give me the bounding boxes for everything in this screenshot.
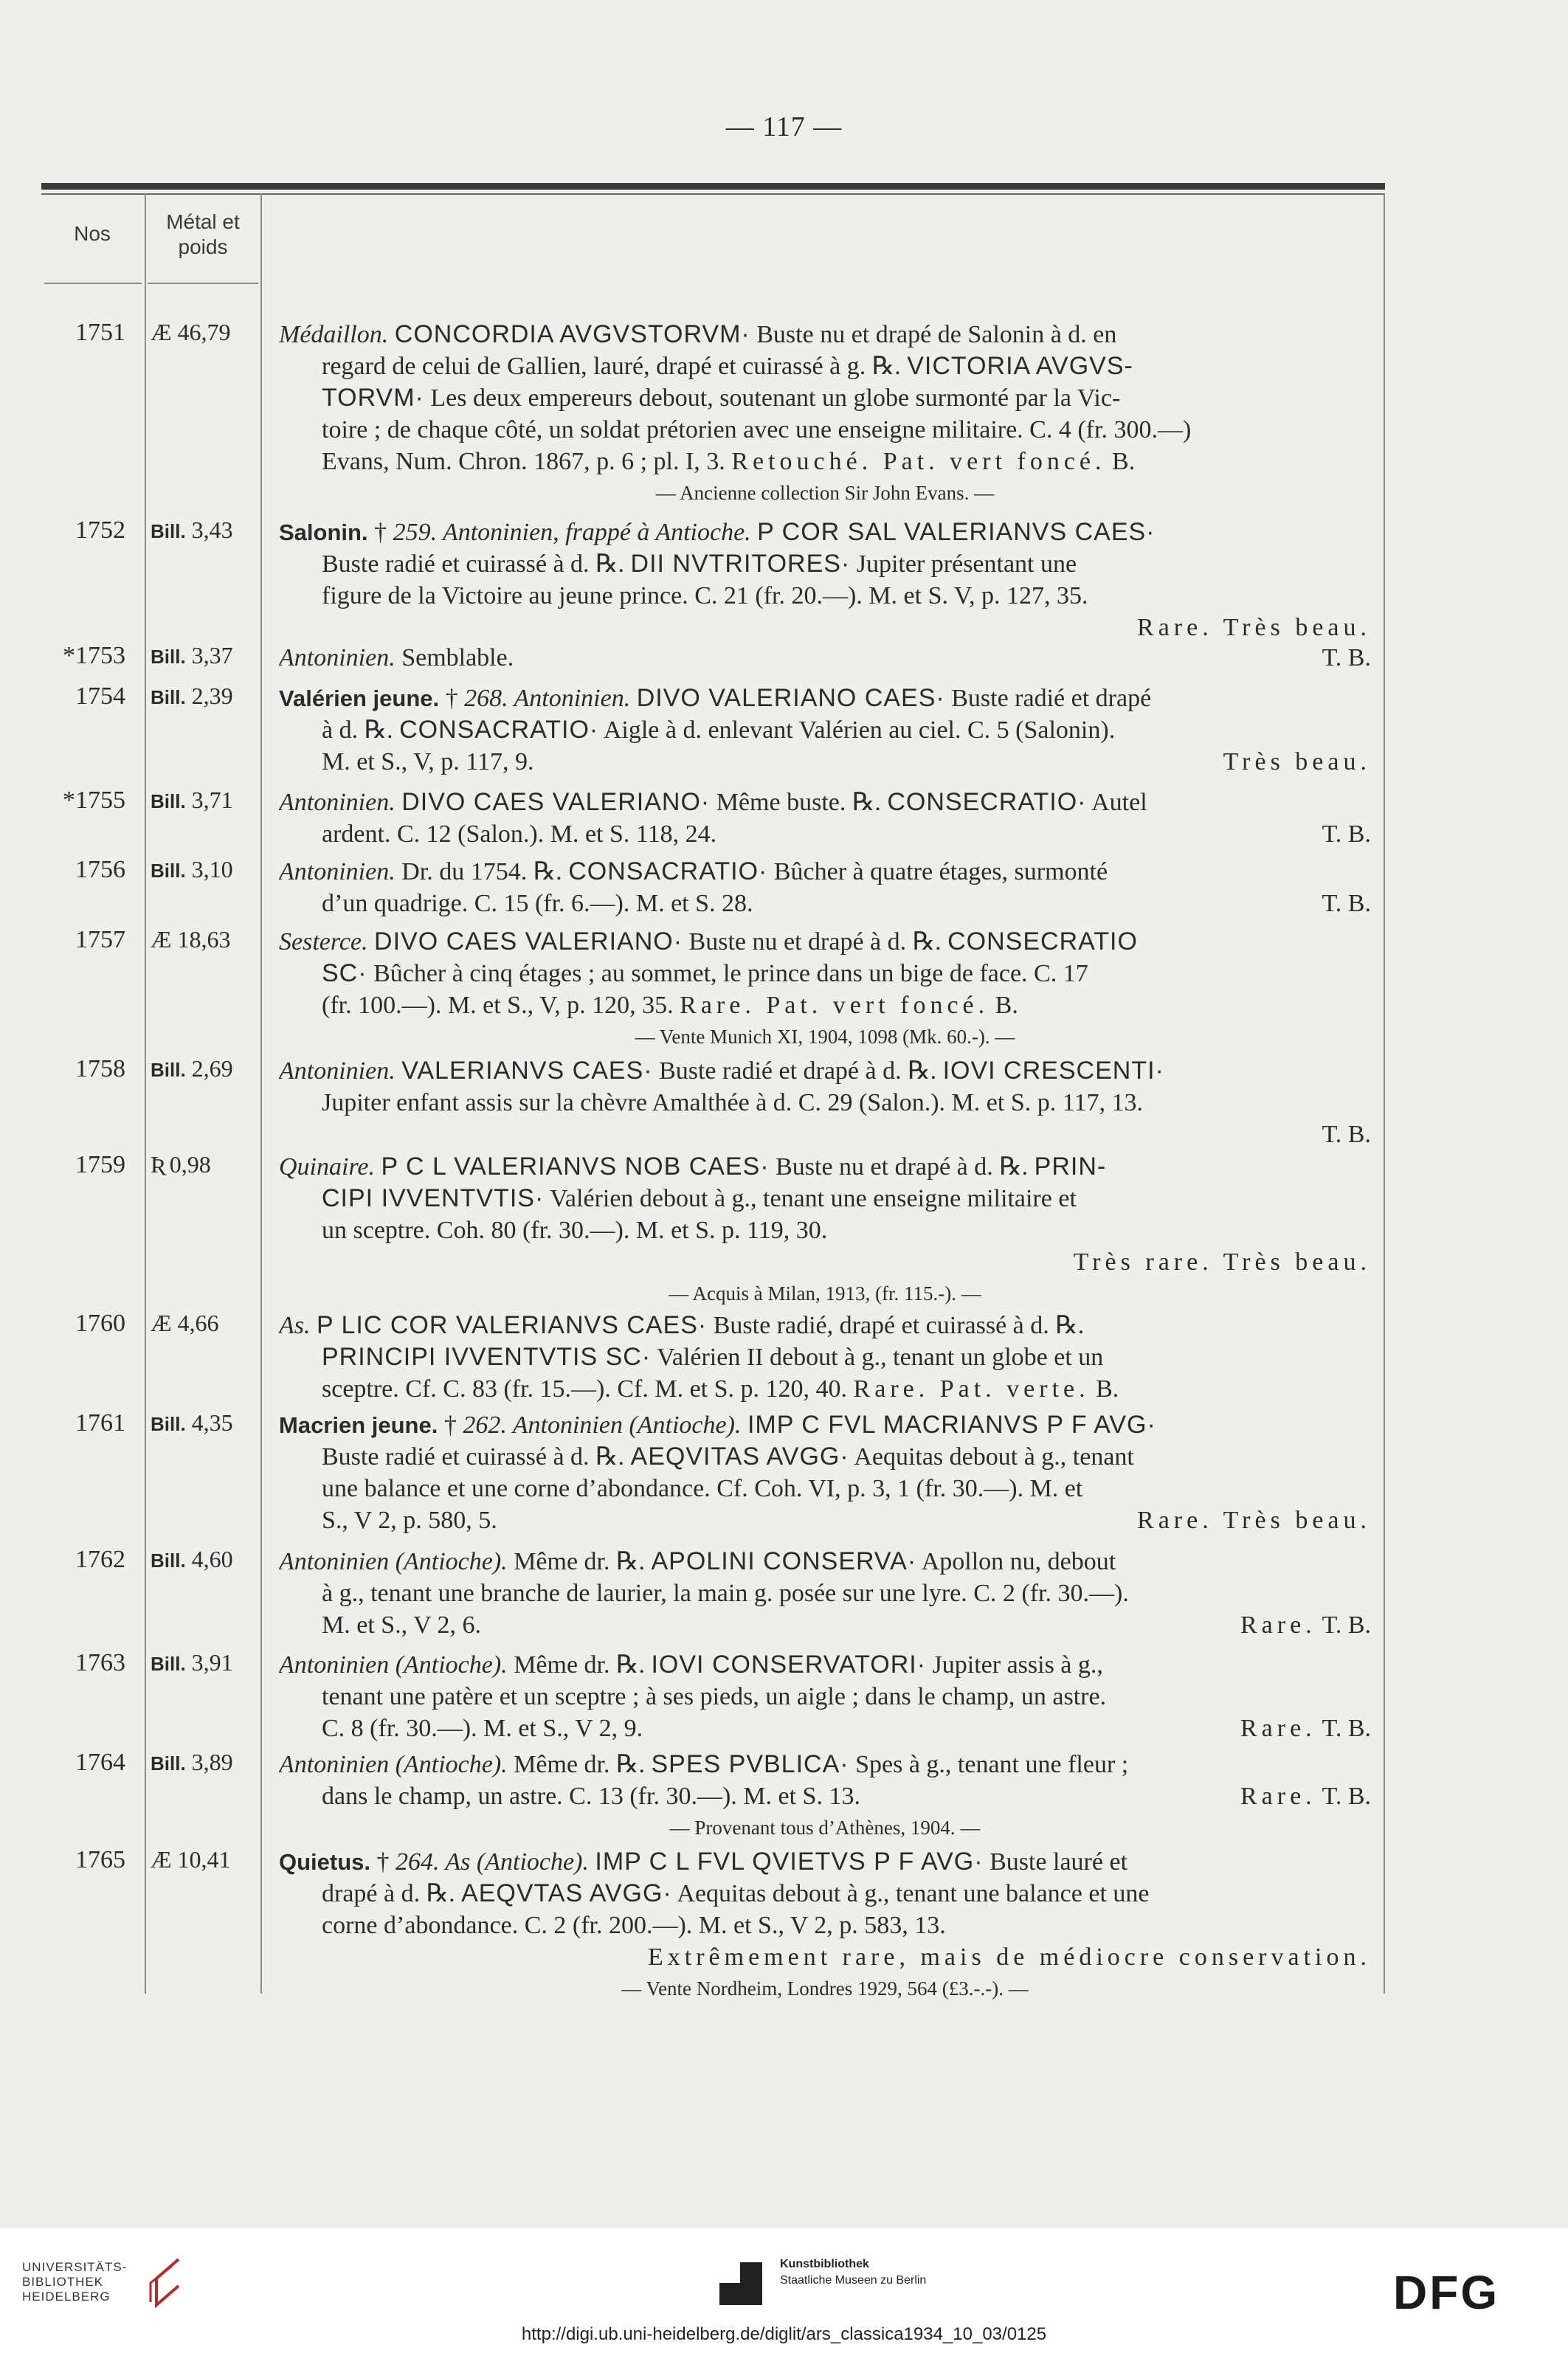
description-line: Antoninien. VALERIANVS CAES· Buste radié et drapé à d. ℞. IOVI CRESCENTI· bbox=[279, 1057, 1164, 1085]
description-line: sceptre. Cf. C. 83 (fr. 15.—). Cf. M. et S. p. 120, 40. Rare. Pat. verte. B. bbox=[322, 1375, 1119, 1403]
description-line: — Provenant tous d’Athènes, 1904. — bbox=[669, 1817, 981, 1839]
entry-description bbox=[279, 319, 1371, 509]
kunstbibliothek-mark-icon bbox=[719, 2262, 762, 2305]
entry-number: 1752 bbox=[75, 516, 125, 544]
description-line: C. 8 (fr. 30.—). M. et S., V 2, 9. Rare. T. B. bbox=[322, 1715, 1371, 1742]
description-line: Extrêmement rare, mais de médiocre conservation. bbox=[648, 1943, 1371, 1971]
entry-metal-weight: Æ 4,66 bbox=[151, 1310, 219, 1336]
description-line: Sesterce. DIVO CAES VALERIANO· Buste nu et drapé à d. ℞. CONSECRATIO bbox=[279, 927, 1138, 956]
column-divider-1 bbox=[145, 193, 146, 1994]
description-line: à d. ℞. CONSACRATIO· Aigle à d. enlevant Valérien au ciel. C. 5 (Salonin). bbox=[322, 716, 1116, 744]
description-line: une balance et une corne d’abondance. Cf. Coh. VI, p. 3, 1 (fr. 30.—). M. et bbox=[322, 1475, 1083, 1502]
header-divider-nos bbox=[44, 283, 142, 284]
description-line: Antoninien. DIVO CAES VALERIANO· Même buste. ℞. CONSECRATIO· Autel bbox=[279, 788, 1147, 816]
entry-description bbox=[279, 1055, 1371, 1150]
description-line: toire ; de chaque côté, un soldat prétorien avec une enseigne militaire. C. 4 (fr. 300.—) bbox=[322, 416, 1192, 443]
entry-number: 1764 bbox=[75, 1749, 125, 1776]
description-line: TORVM· Les deux empereurs debout, soutenant un globe surmonté par la Vic- bbox=[322, 384, 1121, 412]
header-rule-thin bbox=[41, 193, 1385, 195]
entry-description bbox=[279, 1310, 1371, 1405]
entry-metal-weight: Ʀ 0,98 bbox=[151, 1151, 211, 1178]
description-line: SC· Bûcher à cinq étages ; au sommet, le prince dans un bige de face. C. 17 bbox=[322, 959, 1088, 987]
entry-description bbox=[279, 1649, 1371, 1744]
ub-line-3: HEIDELBERG bbox=[22, 2290, 111, 2304]
description-line: Quinaire. P C L VALERIANVS NOB CAES· Buste nu et drapé à d. ℞. PRIN- bbox=[279, 1153, 1107, 1181]
description-line: corne d’abondance. C. 2 (fr. 200.—). M. et S., V 2, p. 583, 13. bbox=[322, 1912, 946, 1939]
entry-number: 1765 bbox=[75, 1846, 125, 1873]
entry-number: 1754 bbox=[75, 683, 125, 710]
description-line: ardent. C. 12 (Salon.). M. et S. 118, 24. T. B. bbox=[322, 820, 1371, 848]
column-divider-right bbox=[1384, 193, 1385, 1994]
description-line: un sceptre. Coh. 80 (fr. 30.—). M. et S. p. 119, 30. bbox=[322, 1217, 828, 1244]
description-line: figure de la Victoire au jeune prince. C. 21 (fr. 20.—). M. et S. V, p. 127, 35. bbox=[322, 582, 1088, 609]
entry-metal-weight: Bill. 4,60 bbox=[151, 1546, 233, 1572]
entry-metal-weight: Bill. 4,35 bbox=[151, 1409, 233, 1436]
description-line: tenant une patère et un sceptre ; à ses pieds, un aigle ; dans le champ, un astre. bbox=[322, 1683, 1107, 1710]
entry-description bbox=[279, 1546, 1371, 1641]
entry-description bbox=[279, 516, 1371, 643]
entry-description bbox=[279, 1846, 1371, 2005]
description-line: Salonin. † 259. Antoninien, frappé à Antioche. P COR SAL VALERIANVS CAES· bbox=[279, 518, 1156, 546]
entry-description bbox=[279, 1749, 1371, 1844]
description-line: Buste radié et cuirassé à d. ℞. DII NVTRITORES· Jupiter présentant une bbox=[322, 550, 1077, 578]
description-line: (fr. 100.—). M. et S., V, p. 120, 35. Rare. Pat. vert foncé. B. bbox=[322, 992, 1018, 1019]
description-line: M. et S., V, p. 117, 9. Très beau. bbox=[322, 748, 1371, 775]
entry-number: 1760 bbox=[75, 1310, 125, 1337]
column-divider-2 bbox=[260, 193, 262, 1994]
entry-number: *1755 bbox=[63, 787, 125, 814]
entry-number: *1753 bbox=[63, 642, 125, 669]
header-poids: poids bbox=[178, 235, 228, 258]
description-line: — Ancienne collection Sir John Evans. — bbox=[655, 482, 995, 504]
entry-metal-weight: Bill. 2,69 bbox=[151, 1055, 233, 1082]
entry-metal-weight: Bill. 3,91 bbox=[151, 1649, 233, 1676]
entry-number: 1762 bbox=[75, 1546, 125, 1573]
description-line: Antoninien. Semblable. T. B. bbox=[279, 644, 1371, 671]
entry-metal-weight: Bill. 3,37 bbox=[151, 642, 233, 668]
university-library-mark-icon bbox=[142, 2256, 183, 2308]
dfg-logo: DFG bbox=[1393, 2266, 1500, 2319]
entry-metal-weight: Æ 10,41 bbox=[151, 1846, 231, 1873]
entry-description bbox=[279, 787, 1371, 850]
entry-number: 1751 bbox=[75, 319, 125, 346]
ub-line-1: UNIVERSITÄTS- bbox=[22, 2260, 128, 2274]
description-line: Buste radié et cuirassé à d. ℞. AEQVITAS AVGG· Aequitas debout à g., tenant bbox=[322, 1442, 1134, 1471]
entry-number: 1759 bbox=[75, 1151, 125, 1178]
entry-description bbox=[279, 1409, 1371, 1536]
header-nos: Nos bbox=[74, 222, 111, 245]
kb-line-1: Kunstbibliothek bbox=[780, 2258, 869, 2270]
entry-number: 1761 bbox=[75, 1409, 125, 1437]
entry-number: 1757 bbox=[75, 926, 125, 953]
description-line: As. P LIC COR VALERIANVS CAES· Buste radié, drapé et cuirassé à d. ℞. bbox=[279, 1311, 1085, 1339]
header-rule-thick bbox=[41, 183, 1385, 190]
entry-description bbox=[279, 1151, 1371, 1310]
entry-metal-weight: Bill. 3,10 bbox=[151, 856, 233, 882]
entry-number: 1756 bbox=[75, 856, 125, 883]
entry-metal-weight: Bill. 2,39 bbox=[151, 683, 233, 709]
description-line: dans le champ, un astre. C. 13 (fr. 30.—). M. et S. 13. Rare. T. B. bbox=[322, 1783, 1371, 1810]
entry-description bbox=[279, 683, 1371, 778]
header-metal: Métal et bbox=[166, 210, 240, 233]
description-line: S., V 2, p. 580, 5. Rare. Très beau. bbox=[322, 1507, 1371, 1534]
description-line: Antoninien. Dr. du 1754. ℞. CONSACRATIO· Bûcher à quatre étages, surmonté bbox=[279, 857, 1108, 885]
entry-metal-weight: Æ 18,63 bbox=[151, 926, 231, 953]
description-line: — Acquis à Milan, 1913, (fr. 115.-). — bbox=[669, 1282, 981, 1305]
description-line: T. B. bbox=[1322, 1121, 1371, 1148]
description-line: Evans, Num. Chron. 1867, p. 6 ; pl. I, 3. Retouché. Pat. vert foncé. B. bbox=[322, 448, 1136, 475]
entry-number: 1758 bbox=[75, 1055, 125, 1082]
description-line: Macrien jeune. † 262. Antoninien (Antioche). IMP C FVL MACRIANVS P F AVG· bbox=[279, 1411, 1156, 1439]
description-line: regard de celui de Gallien, lauré, drapé et cuirassé à g. ℞. VICTORIA AVGVS- bbox=[322, 352, 1133, 380]
page-number: — 117 — bbox=[725, 111, 843, 142]
kb-line-2: Staatliche Museen zu Berlin bbox=[780, 2274, 927, 2287]
source-url[interactable]: http://digi.ub.uni-heidelberg.de/diglit/ars_classica1934_10_03/0125 bbox=[521, 2324, 1047, 2344]
description-line: à g., tenant une branche de laurier, la main g. posée sur une lyre. C. 2 (fr. 30.—). bbox=[322, 1580, 1129, 1607]
description-line: Médaillon. CONCORDIA AVGVSTORVM· Buste nu et drapé de Salonin à d. en bbox=[279, 320, 1117, 348]
description-line: PRINCIPI IVVENTVTIS SC· Valérien II debout à g., tenant un globe et un bbox=[322, 1343, 1104, 1371]
description-line: CIPI IVVENTVTIS· Valérien debout à g., tenant une enseigne militaire et bbox=[322, 1184, 1077, 1212]
description-line: Très rare. Très beau. bbox=[1073, 1248, 1371, 1276]
description-line: Antoninien (Antioche). Même dr. ℞. SPES PVBLICA· Spes à g., tenant une fleur ; bbox=[279, 1750, 1129, 1778]
entry-description bbox=[279, 926, 1371, 1053]
university-library-logo bbox=[22, 2260, 127, 2304]
description-line: drapé à d. ℞. AEQVTAS AVGG· Aequitas debout à g., tenant une balance et une bbox=[322, 1879, 1150, 1907]
description-line: Rare. Très beau. bbox=[1137, 614, 1371, 641]
header-divider-metal bbox=[148, 283, 258, 284]
description-line: M. et S., V 2, 6. Rare. T. B. bbox=[322, 1611, 1371, 1639]
ub-line-2: BIBLIOTHEK bbox=[22, 2275, 104, 2289]
description-line: Antoninien (Antioche). Même dr. ℞. IOVI CONSERVATORI· Jupiter assis à g., bbox=[279, 1651, 1103, 1679]
description-line: Antoninien (Antioche). Même dr. ℞. APOLINI CONSERVA· Apollon nu, debout bbox=[279, 1547, 1116, 1575]
entry-metal-weight: Bill. 3,43 bbox=[151, 516, 233, 543]
description-line: Valérien jeune. † 268. Antoninien. DIVO VALERIANO CAES· Buste radié et drapé bbox=[279, 684, 1152, 712]
description-line: — Vente Nordheim, Londres 1929, 564 (£3.-.-). — bbox=[621, 1977, 1029, 2000]
entry-description bbox=[279, 642, 1371, 674]
entry-description bbox=[279, 856, 1371, 919]
entry-metal-weight: Bill. 3,71 bbox=[151, 787, 233, 813]
description-line: Quietus. † 264. As (Antioche). IMP C L FVL QVIETVS P F AVG· Buste lauré et bbox=[279, 1848, 1128, 1876]
description-line: Jupiter enfant assis sur la chèvre Amalthée à d. C. 29 (Salon.). M. et S. p. 117, 13. bbox=[322, 1089, 1143, 1116]
entry-number: 1763 bbox=[75, 1649, 125, 1676]
entry-metal-weight: Æ 46,79 bbox=[151, 319, 231, 345]
entry-metal-weight: Bill. 3,89 bbox=[151, 1749, 233, 1775]
description-line: d’un quadrige. C. 15 (fr. 6.—). M. et S. 28. T. B. bbox=[322, 890, 1371, 917]
description-line: — Vente Munich XI, 1904, 1098 (Mk. 60.-). — bbox=[635, 1026, 1015, 1048]
